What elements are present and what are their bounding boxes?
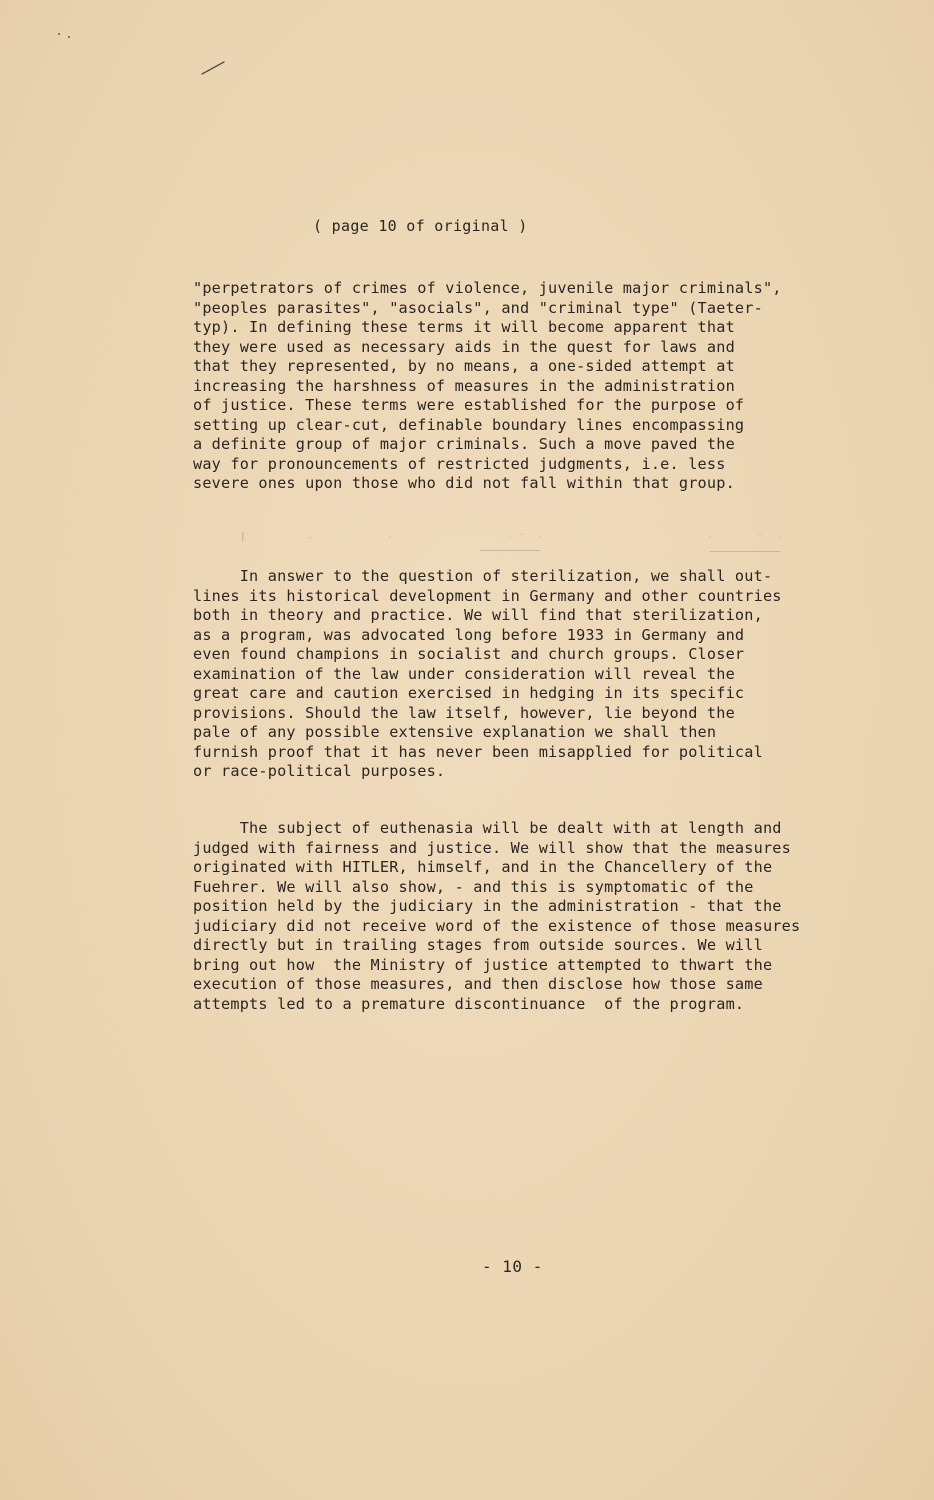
text-line: "peoples parasites", "asocials", and "criminal type" (Taeter- xyxy=(193,298,763,317)
text-line: or race-political purposes. xyxy=(193,762,446,780)
pencil-tick-icon xyxy=(201,61,225,75)
original-page-note: ( page 10 of original ) xyxy=(313,217,528,235)
text-line: execution of those measures, and then disclose how those same xyxy=(193,975,763,993)
text-line: position held by the judiciary in the administration - that the xyxy=(193,897,782,915)
faint-show-through-marks xyxy=(240,528,800,558)
text-line: judged with fairness and justice. We will show that the measures xyxy=(193,838,791,857)
text-line: originated with HITLER, himself, and in the Chancellery of the xyxy=(193,858,773,876)
text-line: that they represented, by no means, a one-sided attempt at xyxy=(193,357,735,375)
text-line: lines its historical development in Germany and other countries xyxy=(193,586,782,605)
text-line: as a program, was advocated long before 1933 in Germany and xyxy=(193,625,745,644)
text-line: way for pronouncements of restricted judgments, i.e. less xyxy=(193,454,726,473)
text-line: they were used as necessary aids in the quest for laws and xyxy=(193,337,735,356)
text-line: typ). In defining these terms it will become apparent that xyxy=(193,318,735,336)
text-line: bring out how the Ministry of justice attempted to thwart the xyxy=(193,955,773,974)
text-line: Fuehrer. We will also show, - and this is symptomatic of the xyxy=(193,877,754,896)
paragraph-sterilization xyxy=(193,567,833,782)
text-line: both in theory and practice. We will find that sterilization, xyxy=(193,606,763,624)
text-line: increasing the harshness of measures in the administration xyxy=(193,376,735,395)
page-number: - 10 - xyxy=(482,1257,543,1276)
text-line: In answer to the question of sterilization, we shall out- xyxy=(193,567,773,585)
text-line: provisions. Should the law itself, however, lie beyond the xyxy=(193,703,735,722)
text-line: a definite group of major criminals. Such a move paved the xyxy=(193,435,735,453)
text-line: even found champions in socialist and church groups. Closer xyxy=(193,645,745,663)
text-line: The subject of euthenasia will be dealt with at length and xyxy=(193,819,782,837)
text-line: of justice. These terms were established for the purpose of xyxy=(193,396,745,414)
stray-marks-icon xyxy=(56,30,76,40)
text-line: judiciary did not receive word of the existence of those measures xyxy=(193,916,801,935)
text-line: attempts led to a premature discontinuance of the program. xyxy=(193,994,745,1013)
paragraph-definitions xyxy=(193,279,833,494)
text-line: "perpetrators of crimes of violence, juvenile major criminals", xyxy=(193,279,782,297)
text-line: great care and caution exercised in hedging in its specific xyxy=(193,684,745,702)
text-line: severe ones upon those who did not fall within that group. xyxy=(193,474,735,492)
text-line: directly but in trailing stages from outside sources. We will xyxy=(193,936,763,954)
paragraph-euthenasia xyxy=(193,819,833,1014)
text-line: furnish proof that it has never been misapplied for political xyxy=(193,742,763,761)
text-line: examination of the law under consideration will reveal the xyxy=(193,664,735,683)
text-line: pale of any possible extensive explanation we shall then xyxy=(193,723,717,741)
text-line: setting up clear-cut, definable boundary lines encompassing xyxy=(193,415,745,434)
